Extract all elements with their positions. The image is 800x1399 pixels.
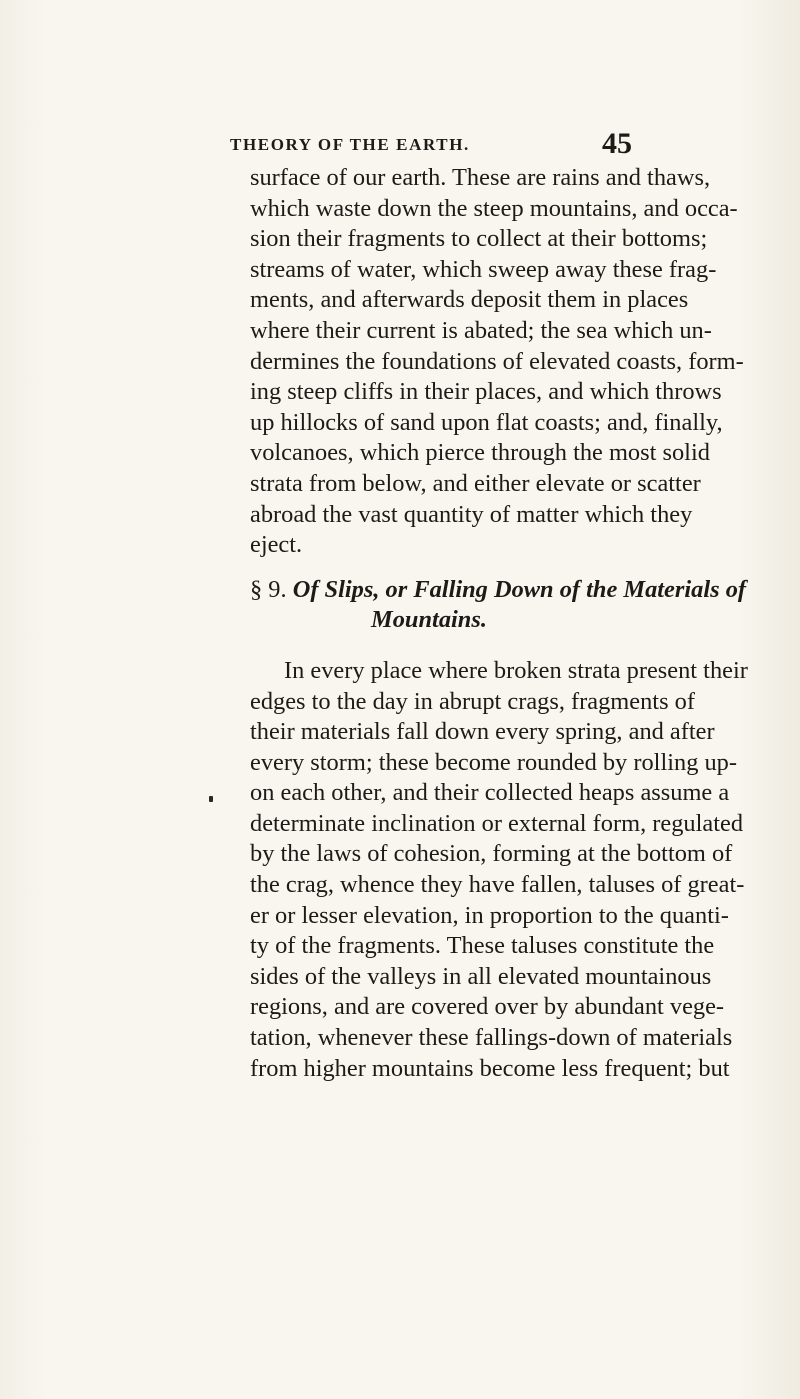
section-heading bbox=[250, 575, 747, 636]
text-line: ty of the fragments. These taluses constitute the bbox=[250, 932, 715, 960]
section-title-continued: Mountains. bbox=[371, 606, 487, 634]
text-line: er or lesser elevation, in proportion to the quanti- bbox=[250, 901, 729, 929]
text-line: strata from below, and either elevate or scatter bbox=[250, 469, 701, 497]
paragraph-1 bbox=[250, 163, 744, 561]
paragraph-2 bbox=[250, 656, 748, 1084]
text-line: by the laws of cohesion, forming at the bottom of bbox=[250, 840, 733, 868]
body-text bbox=[250, 163, 748, 1084]
text-line: from higher mountains become less frequent; but bbox=[250, 1054, 730, 1082]
text-line: In every place where broken strata present their bbox=[284, 656, 748, 684]
text-line: tation, whenever these fallings-down of materials bbox=[250, 1024, 733, 1052]
text-line: determinate inclination or external form, regulated bbox=[250, 809, 744, 837]
ink-speck bbox=[209, 796, 213, 802]
text-line: eject. bbox=[250, 531, 303, 559]
text-line: on each other, and their collected heaps assume a bbox=[250, 779, 730, 807]
text-line: streams of water, which sweep away these frag- bbox=[250, 255, 717, 283]
text-line: edges to the day in abrupt crags, fragments of bbox=[250, 687, 695, 715]
text-line: the crag, whence they have fallen, taluses of great- bbox=[250, 871, 745, 899]
text-line: their materials fall down every spring, and after bbox=[250, 718, 715, 746]
text-line: ments, and afterwards deposit them in places bbox=[250, 286, 689, 314]
running-head bbox=[230, 127, 630, 161]
text-line: surface of our earth. These are rains and thaws, bbox=[250, 164, 711, 191]
text-line: abroad the vast quantity of matter which they bbox=[250, 500, 693, 528]
text-line: up hillocks of sand upon flat coasts; and, finally, bbox=[250, 408, 723, 436]
page-number: 45 bbox=[602, 127, 632, 160]
text-line: ing steep cliffs in their places, and which throws bbox=[250, 378, 722, 406]
text-line: dermines the foundations of elevated coasts, form- bbox=[250, 347, 744, 375]
text-line: sides of the valleys in all elevated mountainous bbox=[250, 962, 712, 990]
text-line: every storm; these become rounded by rolling up- bbox=[250, 748, 738, 776]
text-line: which waste down the steep mountains, and occa- bbox=[250, 194, 738, 222]
section-heading-line-1 bbox=[250, 575, 747, 606]
text-line: sion their fragments to collect at their bottoms; bbox=[250, 225, 708, 253]
section-title: Of Slips, or Falling Down of the Materials of bbox=[292, 575, 747, 603]
text-line: volcanoes, which pierce through the most solid bbox=[250, 439, 710, 467]
text-line: regions, and are covered over by abundant vege- bbox=[250, 993, 725, 1021]
section-mark: § 9. bbox=[250, 575, 287, 603]
text-line: where their current is abated; the sea which un- bbox=[250, 316, 712, 344]
running-title: THEORY OF THE EARTH. bbox=[230, 135, 470, 154]
